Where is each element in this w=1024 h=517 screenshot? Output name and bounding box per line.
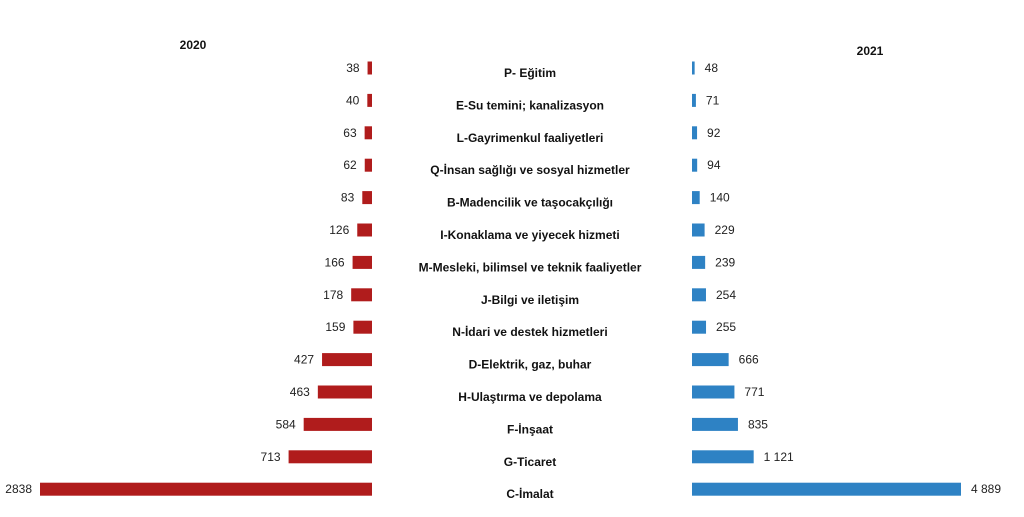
bar-2020	[40, 483, 372, 496]
category-label: D-Elektrik, gaz, buhar	[468, 357, 592, 372]
bar-2021	[692, 191, 700, 204]
bar-2021	[692, 159, 697, 172]
bar-2020	[304, 418, 372, 431]
bar-2020	[318, 386, 372, 399]
category-label: G-Ticaret	[503, 454, 557, 469]
value-label-2020: 584	[275, 417, 296, 432]
bar-2021	[692, 126, 697, 139]
bar-2021	[692, 288, 706, 301]
bar-2020	[289, 450, 372, 463]
category-label: E-Su temini; kanalizasyon	[455, 98, 605, 113]
category-label: P- Eğitim	[503, 66, 557, 80]
value-label-2020: 126	[329, 223, 350, 237]
category-label: B-Madencilik ve taşocakçılığı	[446, 195, 614, 210]
bar-2021	[692, 418, 738, 431]
value-label-2021: 140	[709, 190, 730, 205]
value-label-2021: 254	[715, 287, 737, 302]
value-label-2021: 94	[707, 158, 721, 173]
category-label: C-İmalat	[506, 487, 554, 502]
value-label-2021: 4 889	[971, 482, 1002, 497]
bar-2020	[365, 159, 372, 172]
value-label-2020: 178	[323, 287, 344, 302]
bar-2020	[353, 321, 372, 334]
bar-2021	[692, 62, 695, 75]
bar-2021	[692, 94, 696, 107]
value-label-2020: 159	[325, 320, 346, 335]
category-label: I-Konaklama ve yiyecek hizmeti	[440, 228, 620, 242]
value-label-2020: 463	[289, 385, 310, 399]
category-label: F-İnşaat	[506, 422, 554, 437]
value-label-2020: 83	[340, 190, 355, 205]
bar-2020	[365, 126, 372, 139]
chart-rows	[5, 61, 1001, 501]
value-label-2020: 166	[324, 255, 345, 270]
bar-2020	[351, 288, 372, 301]
value-label-2020: 38	[346, 61, 360, 75]
value-label-2021: 48	[704, 61, 719, 75]
bar-2021	[692, 256, 705, 269]
bar-2021	[692, 353, 729, 366]
category-label: N-İdari ve destek hizmetleri	[452, 325, 608, 340]
bar-2021	[692, 321, 706, 334]
value-label-2021: 1 121	[763, 449, 794, 464]
year-2021-label: 2021	[856, 44, 884, 58]
bar-2021	[692, 450, 754, 463]
bar-2021	[692, 386, 734, 399]
bar-2020	[322, 353, 372, 366]
value-label-2021: 229	[714, 223, 735, 237]
value-label-2021: 71	[705, 93, 720, 108]
category-label: M-Mesleki, bilimsel ve teknik faaliyetler	[418, 260, 642, 275]
category-label: J-Bilgi ve iletişim	[480, 292, 580, 307]
value-label-2020: 63	[343, 125, 357, 140]
bar-2020	[367, 94, 372, 107]
value-label-2020: 427	[294, 352, 315, 367]
bar-2021	[692, 224, 705, 237]
value-label-2021: 835	[747, 417, 768, 432]
value-label-2021: 255	[716, 320, 737, 335]
category-label: Q-İnsan sağlığı ve sosyal hizmetler	[430, 163, 630, 178]
category-label: L-Gayrimenkul faaliyetleri	[456, 130, 604, 145]
year-2020-label: 2020	[179, 38, 207, 52]
bar-2020	[368, 62, 372, 75]
bar-2020	[357, 224, 372, 237]
bar-2020	[353, 256, 372, 269]
category-label: H-Ulaştırma ve depolama	[458, 390, 602, 404]
value-label-2020: 62	[343, 158, 357, 173]
value-label-2020: 713	[260, 449, 281, 464]
value-label-2020: 2838	[5, 482, 32, 497]
value-label-2020: 40	[345, 93, 360, 108]
value-label-2021: 771	[744, 385, 765, 399]
value-label-2021: 239	[715, 255, 736, 270]
bar-2020	[362, 191, 372, 204]
bar-2021	[692, 483, 961, 496]
value-label-2021: 92	[707, 125, 721, 140]
value-label-2021: 666	[738, 352, 759, 367]
